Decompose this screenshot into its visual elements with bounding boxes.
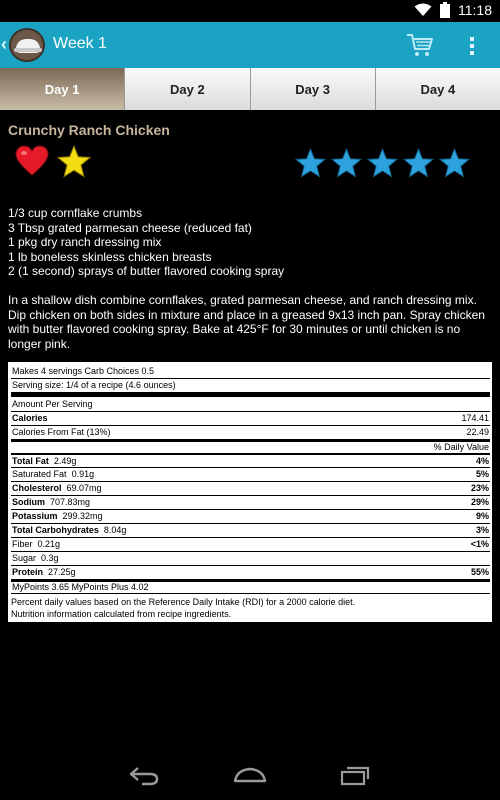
app-logo-icon[interactable] <box>9 28 45 62</box>
status-bar <box>0 0 500 22</box>
recipe-title: Crunchy Ranch Chicken <box>8 122 170 138</box>
page-title: Week 1 <box>53 35 107 52</box>
servings-row <box>11 364 490 378</box>
protein-amount: 27.25g <box>48 567 76 577</box>
battery-icon <box>440 2 450 18</box>
calculation-note: Nutrition information calculated from recipe ingredients. <box>11 609 232 619</box>
ingredient-item: 1/3 cup cornflake crumbs <box>8 206 143 220</box>
saturated-fat-label: Saturated Fat <box>12 469 67 479</box>
sodium-amount: 707.83mg <box>50 497 91 507</box>
fiber-label: Fiber <box>12 539 33 549</box>
wifi-icon <box>414 3 432 17</box>
calories-from-fat-row <box>11 425 490 439</box>
favorite-star-icon[interactable] <box>57 145 91 178</box>
mypoints-text: MyPoints 3.65 MyPoints Plus 4.02 <box>12 582 149 592</box>
calories-label: Calories <box>12 413 48 423</box>
total-carbs-amount: 8.04g <box>103 525 127 535</box>
potassium-row <box>11 509 490 523</box>
sodium-label: Sodium <box>12 497 45 507</box>
saturated-fat-pct: 5% <box>475 469 489 479</box>
total-fat-pct: 4% <box>475 455 489 466</box>
fiber-amount: 0.21g <box>37 539 61 549</box>
fiber-pct: <1% <box>470 539 489 549</box>
total-carbs-row <box>11 523 490 537</box>
rating-star-3-icon[interactable] <box>367 148 398 178</box>
tab-day-4[interactable]: Day 4 <box>376 68 500 110</box>
rating-star-4-icon[interactable] <box>403 148 434 178</box>
tab-day-1[interactable]: Day 1 <box>0 68 125 110</box>
total-fat-amount: 2.49g <box>53 455 77 466</box>
rating-star-2-icon[interactable] <box>331 148 362 178</box>
servings-text: Makes 4 servings Carb Choices 0.5 <box>12 365 155 376</box>
sugar-amount: 0.3g <box>41 553 59 563</box>
protein-label: Protein <box>12 567 44 577</box>
overflow-menu-icon[interactable] <box>468 36 476 56</box>
recent-apps-icon[interactable] <box>340 766 370 786</box>
serving-size-row <box>11 378 490 392</box>
ingredient-item: 3 Tbsp grated parmesan cheese (reduced fat) <box>8 220 252 235</box>
nutrition-facts-panel <box>8 362 492 622</box>
fiber-row <box>11 537 490 551</box>
rating-star-5-icon[interactable] <box>439 148 470 178</box>
tab-day-2[interactable]: Day 2 <box>125 68 250 110</box>
status-time: 11:18 <box>458 2 492 18</box>
tab-day-3[interactable]: Day 3 <box>251 68 376 110</box>
rating-star-1-icon[interactable] <box>295 148 326 178</box>
up-caret-icon[interactable]: ‹ <box>1 34 7 54</box>
amount-per-serving-label: Amount Per Serving <box>12 398 93 409</box>
heart-icon[interactable] <box>15 145 49 177</box>
protein-row <box>11 565 490 579</box>
calories-from-fat-value: 22.49 <box>466 427 489 437</box>
status-icons <box>414 2 492 18</box>
protein-pct: 55% <box>470 567 489 577</box>
amount-per-serving-row <box>11 397 490 411</box>
total-fat-row <box>11 453 490 467</box>
potassium-label: Potassium <box>12 511 58 521</box>
home-icon[interactable] <box>233 766 267 784</box>
back-icon[interactable] <box>128 766 160 786</box>
rating-stars <box>295 148 470 178</box>
total-carbs-pct: 3% <box>475 525 489 535</box>
sugar-row <box>11 551 490 565</box>
ingredient-item: 1 pkg dry ranch dressing mix <box>8 235 162 249</box>
ingredients-list <box>8 206 284 279</box>
day-tabs <box>0 68 500 110</box>
sodium-row <box>11 495 490 509</box>
rdi-note: Percent daily values based on the Reference Daily Intake (RDI) for a 2000 calorie diet. <box>11 597 356 607</box>
calories-value: 174.41 <box>461 413 489 423</box>
action-bar <box>0 22 500 68</box>
daily-value-header-row <box>11 439 490 453</box>
cholesterol-label: Cholesterol <box>12 483 62 493</box>
serving-size-text: Serving size: 1/4 of a recipe (4.6 ounces) <box>12 380 176 390</box>
sugar-label: Sugar <box>12 553 37 563</box>
navigation-bar <box>0 752 500 800</box>
calories-from-fat-label: Calories From Fat (13%) <box>12 427 111 437</box>
cholesterol-row <box>11 481 490 495</box>
favorite-controls <box>15 145 91 178</box>
saturated-fat-row <box>11 467 490 481</box>
recipe-directions: In a shallow dish combine cornflakes, grated parmesan cheese, and ranch dressing mix. Dip chicken on both sides in mixture and place in a greased 9x13 inch pan. Spray chicken with butter flavored cooking spray. Bake at 425°F for 30 minutes or until chicken is no longer pink. <box>8 293 485 351</box>
cart-icon[interactable] <box>406 32 434 58</box>
ingredient-item: 2 (1 second) sprays of butter flavored cooking spray <box>8 264 285 278</box>
ingredient-item: 1 lb boneless skinless chicken breasts <box>8 249 212 264</box>
total-carbs-label: Total Carbohydrates <box>12 525 99 535</box>
potassium-amount: 299.32mg <box>62 511 103 521</box>
potassium-pct: 9% <box>475 511 489 521</box>
total-fat-label: Total Fat <box>12 455 49 466</box>
chef-hat-band <box>14 48 42 52</box>
cholesterol-pct: 23% <box>470 483 489 493</box>
sodium-pct: 29% <box>470 497 489 507</box>
mypoints-row <box>11 579 490 593</box>
calories-row <box>11 411 490 425</box>
cholesterol-amount: 69.07mg <box>66 483 102 493</box>
nutrition-footer <box>11 593 490 620</box>
saturated-fat-amount: 0.91g <box>71 469 95 479</box>
daily-value-header: % Daily Value <box>433 442 489 452</box>
